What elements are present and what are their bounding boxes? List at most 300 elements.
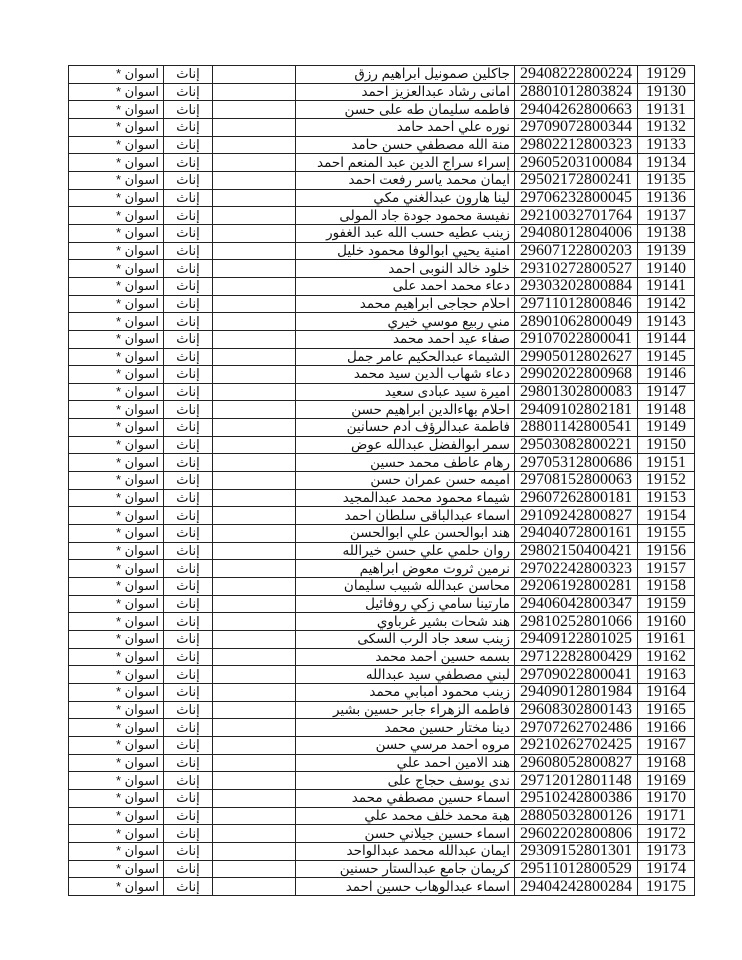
governorate-cell: اسوان * (69, 701, 164, 719)
table-row (69, 754, 695, 772)
table-row (69, 542, 695, 560)
governorate-cell: اسوان * (69, 754, 164, 772)
national-id-cell: 29802150400421 (515, 542, 638, 560)
name-cell: ندى يوسف حجاج على (296, 772, 515, 790)
serial-number-cell: 19174 (638, 860, 695, 878)
table-row (69, 472, 695, 490)
table-row (69, 101, 695, 119)
empty-cell (213, 189, 296, 207)
empty-cell (213, 807, 296, 825)
gender-cell: إناث (164, 472, 213, 490)
gender-cell: إناث (164, 224, 213, 242)
name-cell: دعاء شهاب الدين سيد محمد (296, 366, 515, 384)
empty-cell (213, 295, 296, 313)
name-cell: اسماء عبدالوهاب حسين احمد (296, 878, 515, 896)
governorate-cell: اسوان * (69, 507, 164, 525)
empty-cell (213, 507, 296, 525)
serial-number-cell: 19154 (638, 507, 695, 525)
name-cell: نرمين ثروت معوض ابراهيم (296, 560, 515, 578)
serial-number-cell: 19142 (638, 295, 695, 313)
gender-cell: إناث (164, 454, 213, 472)
name-cell: نفيسة محمود جودة جاد المولى (296, 207, 515, 225)
national-id-cell: 29404072800161 (515, 525, 638, 543)
governorate-cell: اسوان * (69, 666, 164, 684)
empty-cell (213, 118, 296, 136)
serial-number-cell: 19141 (638, 277, 695, 295)
governorate-cell: اسوان * (69, 366, 164, 384)
empty-cell (213, 719, 296, 737)
gender-cell: إناث (164, 171, 213, 189)
national-id-cell: 29708152800063 (515, 472, 638, 490)
national-id-cell: 29409012801984 (515, 683, 638, 701)
empty-cell (213, 207, 296, 225)
governorate-cell: اسوان * (69, 189, 164, 207)
gender-cell: إناث (164, 189, 213, 207)
serial-number-cell: 19138 (638, 224, 695, 242)
empty-cell (213, 701, 296, 719)
serial-number-cell: 19143 (638, 313, 695, 331)
gender-cell: إناث (164, 277, 213, 295)
name-cell: فاطمه سليمان طه على حسن (296, 101, 515, 119)
serial-number-cell: 19162 (638, 648, 695, 666)
gender-cell: إناث (164, 525, 213, 543)
gender-cell: إناث (164, 242, 213, 260)
governorate-cell: اسوان * (69, 66, 164, 84)
table-row (69, 383, 695, 401)
gender-cell: إناث (164, 754, 213, 772)
empty-cell (213, 401, 296, 419)
serial-number-cell: 19165 (638, 701, 695, 719)
national-id-cell: 29605203100084 (515, 154, 638, 172)
governorate-cell: اسوان * (69, 224, 164, 242)
table-row (69, 401, 695, 419)
table-row (69, 631, 695, 649)
gender-cell: إناث (164, 401, 213, 419)
table-row (69, 83, 695, 101)
table-row (69, 666, 695, 684)
table-row (69, 66, 695, 84)
national-id-cell: 29608302800143 (515, 701, 638, 719)
empty-cell (213, 224, 296, 242)
serial-number-cell: 19149 (638, 419, 695, 437)
governorate-cell: اسوان * (69, 789, 164, 807)
governorate-cell: اسوان * (69, 525, 164, 543)
governorate-cell: اسوان * (69, 118, 164, 136)
national-id-cell: 29210262702425 (515, 736, 638, 754)
table-row (69, 648, 695, 666)
table-row (69, 489, 695, 507)
name-cell: احلام حجاجى ابراهيم محمد (296, 295, 515, 313)
governorate-cell: اسوان * (69, 489, 164, 507)
empty-cell (213, 560, 296, 578)
governorate-cell: اسوان * (69, 719, 164, 737)
gender-cell: إناث (164, 842, 213, 860)
serial-number-cell: 19169 (638, 772, 695, 790)
empty-cell (213, 631, 296, 649)
governorate-cell: اسوان * (69, 825, 164, 843)
name-cell: زينب محمود امبابي محمد (296, 683, 515, 701)
table-row (69, 578, 695, 596)
table-row (69, 825, 695, 843)
empty-cell (213, 860, 296, 878)
serial-number-cell: 19145 (638, 348, 695, 366)
national-id-cell: 29801302800083 (515, 383, 638, 401)
empty-cell (213, 454, 296, 472)
name-cell: هند الامين احمد علي (296, 754, 515, 772)
serial-number-cell: 19163 (638, 666, 695, 684)
national-id-cell: 29408012804006 (515, 224, 638, 242)
governorate-cell: اسوان * (69, 401, 164, 419)
name-cell: دينا مختار حسين محمد (296, 719, 515, 737)
serial-number-cell: 19139 (638, 242, 695, 260)
gender-cell: إناث (164, 83, 213, 101)
national-id-cell: 29309152801301 (515, 842, 638, 860)
national-id-cell: 29510242800386 (515, 789, 638, 807)
table-row (69, 436, 695, 454)
governorate-cell: اسوان * (69, 542, 164, 560)
name-cell: احلام بهاءالدين ابراهيم حسن (296, 401, 515, 419)
table-row (69, 366, 695, 384)
table-row (69, 118, 695, 136)
empty-cell (213, 136, 296, 154)
gender-cell: إناث (164, 154, 213, 172)
table-row (69, 330, 695, 348)
gender-cell: إناث (164, 118, 213, 136)
table-row (69, 207, 695, 225)
empty-cell (213, 330, 296, 348)
serial-number-cell: 19150 (638, 436, 695, 454)
governorate-cell: اسوان * (69, 878, 164, 896)
serial-number-cell: 19130 (638, 83, 695, 101)
governorate-cell: اسوان * (69, 560, 164, 578)
name-cell: خلود خالد النوبى احمد (296, 260, 515, 278)
empty-cell (213, 436, 296, 454)
governorate-cell: اسوان * (69, 207, 164, 225)
name-cell: هبة محمد خلف محمد علي (296, 807, 515, 825)
serial-number-cell: 19155 (638, 525, 695, 543)
empty-cell (213, 595, 296, 613)
gender-cell: إناث (164, 578, 213, 596)
gender-cell: إناث (164, 719, 213, 737)
name-cell: فاطمة عبدالرؤف ادم حسانين (296, 419, 515, 437)
empty-cell (213, 419, 296, 437)
name-cell: نوره علي احمد حامد (296, 118, 515, 136)
empty-cell (213, 101, 296, 119)
governorate-cell: اسوان * (69, 683, 164, 701)
gender-cell: إناث (164, 207, 213, 225)
empty-cell (213, 825, 296, 843)
name-cell: رهام عاطف محمد حسين (296, 454, 515, 472)
empty-cell (213, 472, 296, 490)
name-cell: ايمان عبدالله محمد عبدالواحد (296, 842, 515, 860)
empty-cell (213, 772, 296, 790)
serial-number-cell: 19164 (638, 683, 695, 701)
empty-cell (213, 366, 296, 384)
national-id-cell: 29712282800429 (515, 648, 638, 666)
name-cell: امنية يحيي ابوالوفا محمود خليل (296, 242, 515, 260)
governorate-cell: اسوان * (69, 136, 164, 154)
national-id-cell: 29602202800806 (515, 825, 638, 843)
national-id-cell: 29404262800663 (515, 101, 638, 119)
governorate-cell: اسوان * (69, 101, 164, 119)
governorate-cell: اسوان * (69, 648, 164, 666)
governorate-cell: اسوان * (69, 613, 164, 631)
gender-cell: إناث (164, 613, 213, 631)
gender-cell: إناث (164, 666, 213, 684)
name-cell: زينب عطيه حسب الله عبد الغفور (296, 224, 515, 242)
national-id-cell: 29511012800529 (515, 860, 638, 878)
governorate-cell: اسوان * (69, 436, 164, 454)
serial-number-cell: 19144 (638, 330, 695, 348)
gender-cell: إناث (164, 736, 213, 754)
gender-cell: إناث (164, 595, 213, 613)
national-id-cell: 29310272800527 (515, 260, 638, 278)
table-row (69, 171, 695, 189)
empty-cell (213, 83, 296, 101)
serial-number-cell: 19166 (638, 719, 695, 737)
table-row (69, 719, 695, 737)
serial-number-cell: 19140 (638, 260, 695, 278)
table-row (69, 595, 695, 613)
national-id-cell: 29706232800045 (515, 189, 638, 207)
governorate-cell: اسوان * (69, 242, 164, 260)
governorate-cell: اسوان * (69, 772, 164, 790)
table-row (69, 224, 695, 242)
governorate-cell: اسوان * (69, 383, 164, 401)
gender-cell: إناث (164, 683, 213, 701)
serial-number-cell: 19159 (638, 595, 695, 613)
empty-cell (213, 383, 296, 401)
empty-cell (213, 154, 296, 172)
serial-number-cell: 19173 (638, 842, 695, 860)
empty-cell (213, 260, 296, 278)
national-id-cell: 29409102802181 (515, 401, 638, 419)
table-row (69, 789, 695, 807)
empty-cell (213, 489, 296, 507)
gender-cell: إناث (164, 807, 213, 825)
gender-cell: إناث (164, 295, 213, 313)
national-id-cell: 29902022800968 (515, 366, 638, 384)
name-cell: مارتينا سامي زكي روفائيل (296, 595, 515, 613)
table-row (69, 136, 695, 154)
name-cell: لبني مصطفي سيد عبدالله (296, 666, 515, 684)
governorate-cell: اسوان * (69, 472, 164, 490)
serial-number-cell: 19175 (638, 878, 695, 896)
gender-cell: إناث (164, 542, 213, 560)
serial-number-cell: 19151 (638, 454, 695, 472)
national-id-cell: 29802212800323 (515, 136, 638, 154)
national-id-cell: 29409122801025 (515, 631, 638, 649)
empty-cell (213, 789, 296, 807)
national-id-cell: 29607262800181 (515, 489, 638, 507)
table-row (69, 260, 695, 278)
serial-number-cell: 19132 (638, 118, 695, 136)
national-id-cell: 29905012802627 (515, 348, 638, 366)
serial-number-cell: 19171 (638, 807, 695, 825)
name-cell: اسماء حسين مصطفي محمد (296, 789, 515, 807)
governorate-cell: اسوان * (69, 807, 164, 825)
national-id-cell: 29607122800203 (515, 242, 638, 260)
gender-cell: إناث (164, 631, 213, 649)
serial-number-cell: 19160 (638, 613, 695, 631)
national-id-cell: 29707262702486 (515, 719, 638, 737)
name-cell: سمر ابوالفضل عبدالله عوض (296, 436, 515, 454)
empty-cell (213, 348, 296, 366)
national-id-cell: 29702242800323 (515, 560, 638, 578)
gender-cell: إناث (164, 366, 213, 384)
table-row (69, 860, 695, 878)
name-cell: ايمان محمد ياسر رفعت احمد (296, 171, 515, 189)
serial-number-cell: 19170 (638, 789, 695, 807)
governorate-cell: اسوان * (69, 736, 164, 754)
serial-number-cell: 19136 (638, 189, 695, 207)
serial-number-cell: 19161 (638, 631, 695, 649)
serial-number-cell: 19137 (638, 207, 695, 225)
empty-cell (213, 171, 296, 189)
name-cell: لينا هارون عبدالغني مكي (296, 189, 515, 207)
gender-cell: إناث (164, 701, 213, 719)
name-cell: شيماء محمود محمد عبدالمجيد (296, 489, 515, 507)
serial-number-cell: 19167 (638, 736, 695, 754)
gender-cell: إناث (164, 348, 213, 366)
governorate-cell: اسوان * (69, 313, 164, 331)
table-row (69, 454, 695, 472)
name-cell: فاطمه الزهراء جابر حسين بشير (296, 701, 515, 719)
national-id-cell: 29210032701764 (515, 207, 638, 225)
name-cell: كريمان جامع عبدالستار حسنين (296, 860, 515, 878)
national-id-cell: 29709022800041 (515, 666, 638, 684)
national-id-cell: 29502172800241 (515, 171, 638, 189)
governorate-cell: اسوان * (69, 348, 164, 366)
gender-cell: إناث (164, 789, 213, 807)
national-id-cell: 29408222800224 (515, 66, 638, 84)
national-id-cell: 28801142800541 (515, 419, 638, 437)
table-row (69, 295, 695, 313)
empty-cell (213, 242, 296, 260)
name-cell: مني ربيع موسي خيري (296, 313, 515, 331)
serial-number-cell: 19146 (638, 366, 695, 384)
name-cell: منة الله مصطفي حسن حامد (296, 136, 515, 154)
empty-cell (213, 66, 296, 84)
name-cell: بسمه حسين احمد محمد (296, 648, 515, 666)
empty-cell (213, 842, 296, 860)
governorate-cell: اسوان * (69, 295, 164, 313)
table-row (69, 313, 695, 331)
gender-cell: إناث (164, 260, 213, 278)
table-row (69, 613, 695, 631)
name-cell: اسماء عبدالباقى سلطان احمد (296, 507, 515, 525)
table-row (69, 701, 695, 719)
empty-cell (213, 683, 296, 701)
serial-number-cell: 19135 (638, 171, 695, 189)
table-row (69, 154, 695, 172)
gender-cell: إناث (164, 878, 213, 896)
name-cell: إسراء سراج الدين عبد المنعم احمد (296, 154, 515, 172)
name-cell: امانى رشاد عبدالعزيز احمد (296, 83, 515, 101)
gender-cell: إناث (164, 436, 213, 454)
national-id-cell: 29705312800686 (515, 454, 638, 472)
national-id-cell: 29206192800281 (515, 578, 638, 596)
name-cell: هند ابوالحسن علي ابوالحسن (296, 525, 515, 543)
empty-cell (213, 666, 296, 684)
empty-cell (213, 542, 296, 560)
national-id-cell: 29107022800041 (515, 330, 638, 348)
table-row (69, 736, 695, 754)
serial-number-cell: 19131 (638, 101, 695, 119)
name-cell: اسماء حسين جيلاني حسن (296, 825, 515, 843)
serial-number-cell: 19133 (638, 136, 695, 154)
national-id-cell: 28805032800126 (515, 807, 638, 825)
empty-cell (213, 525, 296, 543)
serial-number-cell: 19153 (638, 489, 695, 507)
national-id-cell: 29709072800344 (515, 118, 638, 136)
national-id-cell: 29404242800284 (515, 878, 638, 896)
empty-cell (213, 736, 296, 754)
national-id-cell: 29303202800884 (515, 277, 638, 295)
name-cell: زينب سعد جاد الرب السكى (296, 631, 515, 649)
name-cell: روان حلمي علي حسن خيرالله (296, 542, 515, 560)
table-row (69, 525, 695, 543)
table-row (69, 772, 695, 790)
name-cell: هند شحات بشير غرباوي (296, 613, 515, 631)
national-id-cell: 29810252801066 (515, 613, 638, 631)
gender-cell: إناث (164, 313, 213, 331)
national-id-cell: 29608052800827 (515, 754, 638, 772)
national-id-cell: 29503082800221 (515, 436, 638, 454)
serial-number-cell: 19134 (638, 154, 695, 172)
gender-cell: إناث (164, 825, 213, 843)
governorate-cell: اسوان * (69, 842, 164, 860)
serial-number-cell: 19147 (638, 383, 695, 401)
name-cell: مروه احمد مرسي حسن (296, 736, 515, 754)
table-row (69, 189, 695, 207)
records-table (68, 65, 695, 896)
table-row (69, 878, 695, 896)
gender-cell: إناث (164, 648, 213, 666)
governorate-cell: اسوان * (69, 595, 164, 613)
gender-cell: إناث (164, 383, 213, 401)
gender-cell: إناث (164, 330, 213, 348)
table-row (69, 419, 695, 437)
name-cell: جاكلين صمونيل ابراهيم رزق (296, 66, 515, 84)
name-cell: اميمه حسن عمران حسن (296, 472, 515, 490)
empty-cell (213, 613, 296, 631)
empty-cell (213, 277, 296, 295)
national-id-cell: 28901062800049 (515, 313, 638, 331)
name-cell: اميرة سيد عبادى سعيد (296, 383, 515, 401)
empty-cell (213, 878, 296, 896)
name-cell: صفاء عيد احمد محمد (296, 330, 515, 348)
national-id-cell: 28801012803824 (515, 83, 638, 101)
gender-cell: إناث (164, 560, 213, 578)
national-id-cell: 29406042800347 (515, 595, 638, 613)
empty-cell (213, 754, 296, 772)
governorate-cell: اسوان * (69, 260, 164, 278)
serial-number-cell: 19168 (638, 754, 695, 772)
name-cell: دعاء محمد احمد على (296, 277, 515, 295)
governorate-cell: اسوان * (69, 454, 164, 472)
governorate-cell: اسوان * (69, 631, 164, 649)
gender-cell: إناث (164, 101, 213, 119)
governorate-cell: اسوان * (69, 860, 164, 878)
serial-number-cell: 19156 (638, 542, 695, 560)
governorate-cell: اسوان * (69, 83, 164, 101)
serial-number-cell: 19129 (638, 66, 695, 84)
national-id-cell: 29109242800827 (515, 507, 638, 525)
table-row (69, 683, 695, 701)
gender-cell: إناث (164, 507, 213, 525)
serial-number-cell: 19157 (638, 560, 695, 578)
